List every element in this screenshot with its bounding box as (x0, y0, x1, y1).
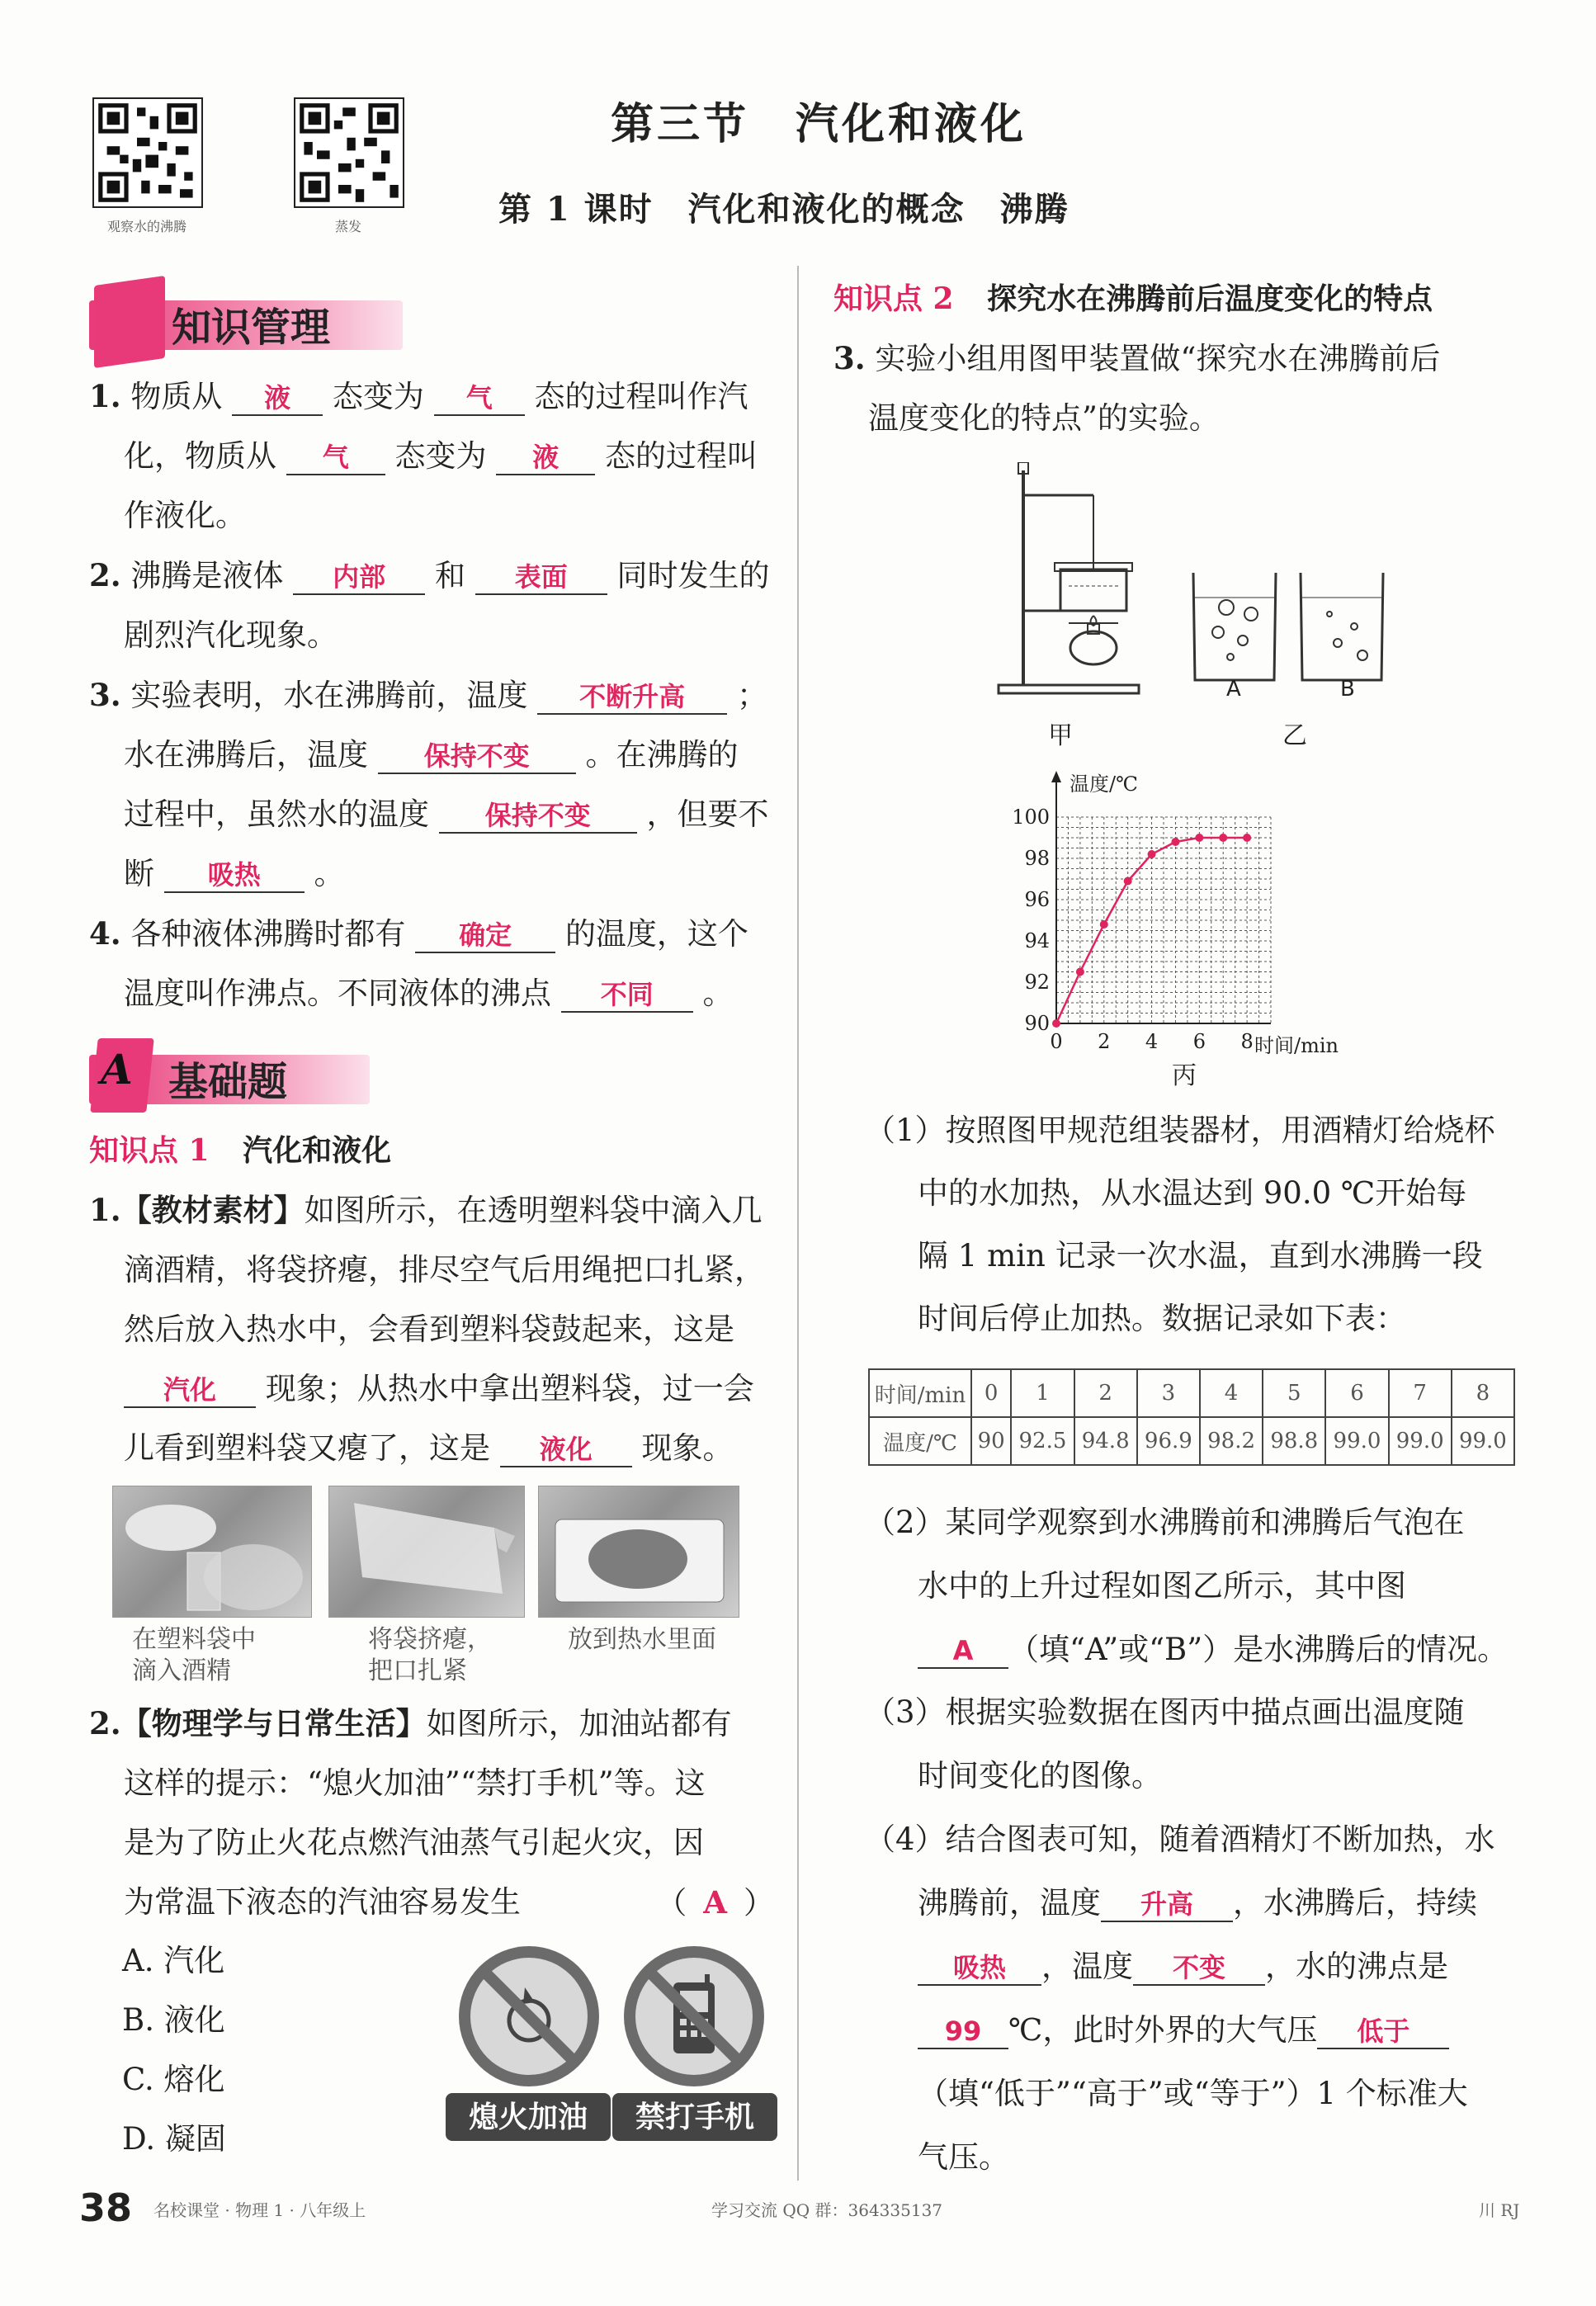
photo-drop-alcohol (112, 1486, 312, 1618)
knowledge-point-2 (833, 276, 1433, 318)
footer-edition: 川 RJ (1479, 2200, 1520, 2220)
data-point (1148, 850, 1156, 858)
data-point (1052, 1019, 1060, 1028)
answer-blank[interactable]: A (918, 1634, 1008, 1669)
answer-blank[interactable]: 不同 (561, 978, 693, 1013)
no-fire-sign-icon (459, 1946, 599, 2086)
table-cell: 2 (1074, 1369, 1137, 1417)
text: 现象。 (641, 1430, 734, 1466)
qr-caption-2: 蒸发 (334, 219, 361, 234)
photo-squeeze-bag (328, 1486, 525, 1618)
answer-blank[interactable]: 表面 (475, 560, 607, 595)
text: ，但要不 (646, 796, 769, 832)
table-cell: 0 (971, 1369, 1011, 1417)
banner-flag (94, 276, 165, 368)
text: 气压。 (918, 2139, 1009, 2175)
banner-title: 基础题 (168, 1059, 288, 1105)
q-number: 3. (89, 677, 121, 713)
qr-code-icon (295, 99, 403, 206)
data-point (1243, 834, 1251, 842)
answer-blank[interactable]: 吸热 (164, 858, 305, 893)
answer-blank[interactable]: 气 (434, 381, 525, 416)
text: 和 (434, 558, 465, 593)
text: 现象；从热水中拿出塑料袋，过一会 (265, 1371, 754, 1406)
kp-tag: 知识点 1 (89, 1133, 210, 1168)
answer-blank[interactable]: 吸热 (918, 1951, 1041, 1986)
text: 化，物质从 (124, 438, 276, 474)
text: （填“A”或“B”）是水沸腾后的情况。 (1008, 1632, 1509, 1667)
beakers-figure (1185, 565, 1391, 688)
text: 温度变化的特点”的实验。 (868, 400, 1220, 436)
kp-title: 探究水在沸腾前后温度变化的特点 (987, 281, 1433, 316)
footer-qq-group: 学习交流 QQ 群：364335137 (711, 2200, 943, 2220)
x-tick-label: 6 (1192, 1030, 1206, 1053)
basic-q2 (89, 1694, 774, 1932)
text: 如图所示，在透明塑料袋中滴入几 (304, 1193, 763, 1228)
temperature-chart (1007, 768, 1353, 1081)
q-number: 2. (89, 557, 121, 593)
text: ℃，此时外界的大气压 (1008, 2012, 1318, 2048)
text: （3）根据实验数据在图丙中描点画出温度随 (865, 1694, 1465, 1730)
text: ，水沸腾后，持续 (1233, 1885, 1477, 1921)
kp-tag: 知识点 2 (833, 281, 954, 316)
data-point (1100, 920, 1108, 929)
table-cell: 99.0 (1389, 1417, 1452, 1465)
right-q3-intro (833, 328, 1535, 448)
answer-blank[interactable]: 液化 (500, 1433, 632, 1467)
table-cell: 1 (1011, 1369, 1074, 1417)
answer-blank[interactable]: 汽化 (124, 1373, 256, 1408)
text: 同时发生的 (616, 558, 770, 593)
q-tag: 【教材素材】 (120, 1192, 305, 1228)
q-tag: 【物理学与日常生活】 (120, 1705, 427, 1741)
text: 态变为 (332, 379, 424, 414)
table-cell: 99.0 (1452, 1417, 1514, 1465)
table-cell: 98.2 (1200, 1417, 1263, 1465)
answer-blank[interactable]: 保持不变 (378, 740, 576, 774)
qr-code-icon (94, 99, 201, 206)
data-point (1171, 838, 1179, 846)
option-a[interactable]: A. 汽化 (122, 1943, 225, 1978)
text: ，水的沸点是 (1265, 1949, 1448, 1984)
text: 断 (124, 856, 154, 891)
hand-bag-illustration (113, 1486, 313, 1618)
answer-blank[interactable]: 确定 (415, 919, 555, 953)
table-cell: 98.8 (1263, 1417, 1325, 1465)
text: （填“低于”“高于”或“等于”）1 个标准大 (918, 2076, 1468, 2111)
y-tick-label: 98 (1024, 847, 1050, 870)
bag-illustration (329, 1486, 526, 1618)
text: 水在沸腾后，温度 (124, 737, 368, 773)
option-c[interactable]: C. 熔化 (122, 2062, 225, 2097)
text: （2）某同学观察到水沸腾前和沸腾后气泡在 (865, 1505, 1465, 1540)
table-cell: 5 (1263, 1369, 1325, 1417)
answer-paren (656, 1873, 774, 1933)
text: 时间变化的图像。 (918, 1758, 1162, 1793)
q-number: 3. (833, 340, 866, 376)
table-cell: 6 (1325, 1369, 1388, 1417)
x-tick-label: 0 (1050, 1030, 1063, 1053)
column-divider (797, 266, 799, 2181)
basic-banner (89, 1035, 370, 1114)
sign-label-no-fire: 熄火加油 (446, 2093, 611, 2141)
data-point (1195, 834, 1203, 842)
answer-blank[interactable]: 低于 (1317, 2015, 1449, 2049)
text: 水中的上升过程如图乙所示，其中图 (918, 1568, 1406, 1604)
caption-line: 把口扎紧 (368, 1656, 467, 1685)
knowledge-q2 (89, 546, 774, 665)
text: （1）按照图甲规范组装器材，用酒精灯给烧杯 (865, 1113, 1495, 1148)
text: 。 (314, 856, 345, 891)
table-cell: 8 (1452, 1369, 1514, 1417)
page-title: 第三节 汽化和液化 (611, 99, 1027, 149)
kp-title: 汽化和液化 (243, 1133, 392, 1168)
sign-label-no-phone: 禁打手机 (612, 2093, 777, 2141)
choice-answer[interactable]: A (703, 1884, 727, 1921)
text: 这样的提示：“熄火加油”“禁打手机”等。这 (124, 1765, 706, 1801)
options-list (122, 1931, 226, 2169)
data-point (1124, 877, 1132, 886)
y-tick-label: 94 (1024, 929, 1050, 952)
text: 沸腾前，温度 (918, 1885, 1101, 1921)
knowledge-q1 (89, 366, 774, 546)
table-header-time: 时间/min (869, 1369, 971, 1417)
text: 然后放入热水中，会看到塑料袋鼓起来，这是 (124, 1311, 734, 1347)
text: 隔 1 min 记录一次水温，直到水沸腾一段 (918, 1238, 1483, 1273)
text: 为常温下液态的汽油容易发生 (124, 1884, 521, 1920)
text: 。 (702, 976, 734, 1011)
banner-letter: A (101, 1045, 133, 1094)
answer-blank[interactable]: 升高 (1101, 1888, 1233, 1922)
caption-line: 放到热水里面 (568, 1625, 716, 1654)
tray-illustration (539, 1486, 740, 1618)
data-table (868, 1368, 1515, 1466)
knowledge-q3 (89, 665, 774, 904)
answer-blank[interactable]: 内部 (293, 560, 425, 595)
text: 中的水加热，从水温达到 90.0 ℃开始每 (918, 1175, 1467, 1211)
sub-q2 (865, 1491, 1542, 1681)
y-tick-label: 100 (1012, 806, 1050, 829)
sub-q1 (865, 1101, 1542, 1349)
option-d[interactable]: D. 凝固 (122, 2121, 226, 2157)
figure-label-jia: 甲 (1048, 721, 1073, 750)
page-number: 38 (79, 2186, 133, 2230)
text: ； (736, 678, 767, 713)
text: 。在沸腾的 (585, 737, 739, 773)
knowledge-banner (89, 281, 403, 360)
y-axis-label: 温度/℃ (1070, 773, 1138, 796)
text: 的温度，这个 (564, 916, 748, 952)
footer-book: 名校课堂 · 物理 1 · 八年级上 (153, 2200, 366, 2220)
figure-label-bing: 丙 (1172, 1061, 1197, 1090)
paren: ） (744, 1885, 774, 1921)
table-cell: 7 (1389, 1369, 1452, 1417)
y-tick-label: 92 (1024, 971, 1050, 994)
answer-blank[interactable]: 液 (496, 441, 595, 475)
apparatus-figure (990, 462, 1147, 702)
caption-line: 将袋挤瘪， (368, 1625, 492, 1654)
y-tick-label: 96 (1024, 888, 1050, 911)
photo-caption-1 (132, 1624, 256, 1687)
qr-code-boiling[interactable] (92, 97, 203, 208)
x-axis-label: 时间/min (1254, 1034, 1339, 1057)
text: 实验表明，水在沸腾前，温度 (130, 678, 528, 713)
photo-caption-2 (368, 1624, 492, 1687)
answer-blank[interactable]: 保持不变 (439, 799, 637, 834)
text: 物质从 (130, 379, 223, 414)
sub-q4 (865, 1807, 1542, 2189)
x-tick-labels (1050, 1030, 1253, 1053)
qr-code-evaporation[interactable] (294, 97, 404, 208)
beaker-label-a: A (1226, 677, 1241, 702)
table-cell: 99.0 (1325, 1417, 1388, 1465)
figure-label-yi: 乙 (1282, 721, 1307, 750)
table-cell: 4 (1200, 1369, 1263, 1417)
qr-caption-1: 观察水的沸腾 (106, 219, 187, 234)
table-cell: 94.8 (1074, 1417, 1137, 1465)
text: 态变为 (394, 438, 487, 474)
banner-title: 知识管理 (172, 305, 331, 351)
y-tick-labels (1012, 806, 1050, 1035)
basic-q1 (89, 1180, 774, 1478)
q-number: 4. (89, 915, 121, 952)
table-cell: 90 (971, 1417, 1011, 1465)
text: 是为了防止火花点燃汽油蒸气引起火灾，因 (124, 1825, 704, 1860)
no-phone-sign-icon (624, 1946, 764, 2086)
y-axis-arrow-icon (1051, 771, 1061, 782)
text: 态的过程叫 (605, 438, 758, 474)
knowledge-list (89, 366, 774, 1023)
paren: （ (656, 1885, 687, 1921)
data-point (1076, 968, 1084, 976)
table-cell: 3 (1137, 1369, 1200, 1417)
caption-line: 滴入酒精 (132, 1656, 231, 1685)
photo-hot-water (538, 1486, 739, 1618)
text: 过程中，虽然水的温度 (124, 796, 429, 832)
option-b[interactable]: B. 液化 (122, 2002, 225, 2038)
x-tick-label: 4 (1145, 1030, 1159, 1053)
answer-blank[interactable]: 不变 (1133, 1951, 1265, 1986)
text: 各种液体沸腾时都有 (130, 916, 406, 952)
knowledge-point-1 (89, 1127, 391, 1170)
q-number: 1. (89, 1192, 121, 1228)
knowledge-q4 (89, 904, 774, 1023)
q-number: 2. (89, 1705, 121, 1741)
text: 温度叫作沸点。不同液体的沸点 (124, 976, 551, 1011)
sub-q3 (865, 1680, 1542, 1807)
x-tick-label: 2 (1098, 1030, 1111, 1053)
text: 作液化。 (124, 498, 246, 533)
answer-blank[interactable]: 不断升高 (537, 680, 727, 715)
text: 沸腾是液体 (130, 558, 284, 593)
text: 儿看到塑料袋又瘪了，这是 (124, 1430, 490, 1466)
y-tick-label: 90 (1024, 1012, 1050, 1035)
x-tick-label: 8 (1240, 1030, 1254, 1053)
text: 如图所示，加油站都有 (426, 1706, 732, 1741)
text: 时间后停止加热。数据记录如下表： (918, 1301, 1406, 1336)
table-header-temp: 温度/℃ (869, 1417, 971, 1465)
answer-blank[interactable]: 99 (918, 2015, 1008, 2049)
data-point (1219, 834, 1227, 842)
text: ，温度 (1041, 1949, 1133, 1984)
text: 态的过程叫作汽 (534, 379, 748, 414)
text: 滴酒精，将袋挤瘪，排尽空气后用绳把口扎紧， (124, 1252, 765, 1288)
table-row (869, 1369, 1514, 1417)
table-row (869, 1417, 1514, 1465)
lesson-title: 第 1 课时 汽化和液化的概念 沸腾 (498, 190, 1070, 229)
photo-caption-3 (568, 1624, 716, 1656)
answer-blank[interactable]: 气 (286, 441, 385, 475)
table-cell: 96.9 (1137, 1417, 1200, 1465)
answer-blank[interactable]: 液 (232, 381, 323, 416)
text: （4）结合图表可知，随着酒精灯不断加热，水 (865, 1822, 1495, 1857)
text: 实验小组用图甲装置做“探究水在沸腾前后 (875, 341, 1441, 376)
q-number: 1. (89, 378, 121, 414)
caption-line: 在塑料袋中 (132, 1625, 256, 1654)
table-cell: 92.5 (1011, 1417, 1074, 1465)
text: 剧烈汽化现象。 (124, 617, 338, 653)
beaker-label-b: B (1340, 677, 1355, 702)
